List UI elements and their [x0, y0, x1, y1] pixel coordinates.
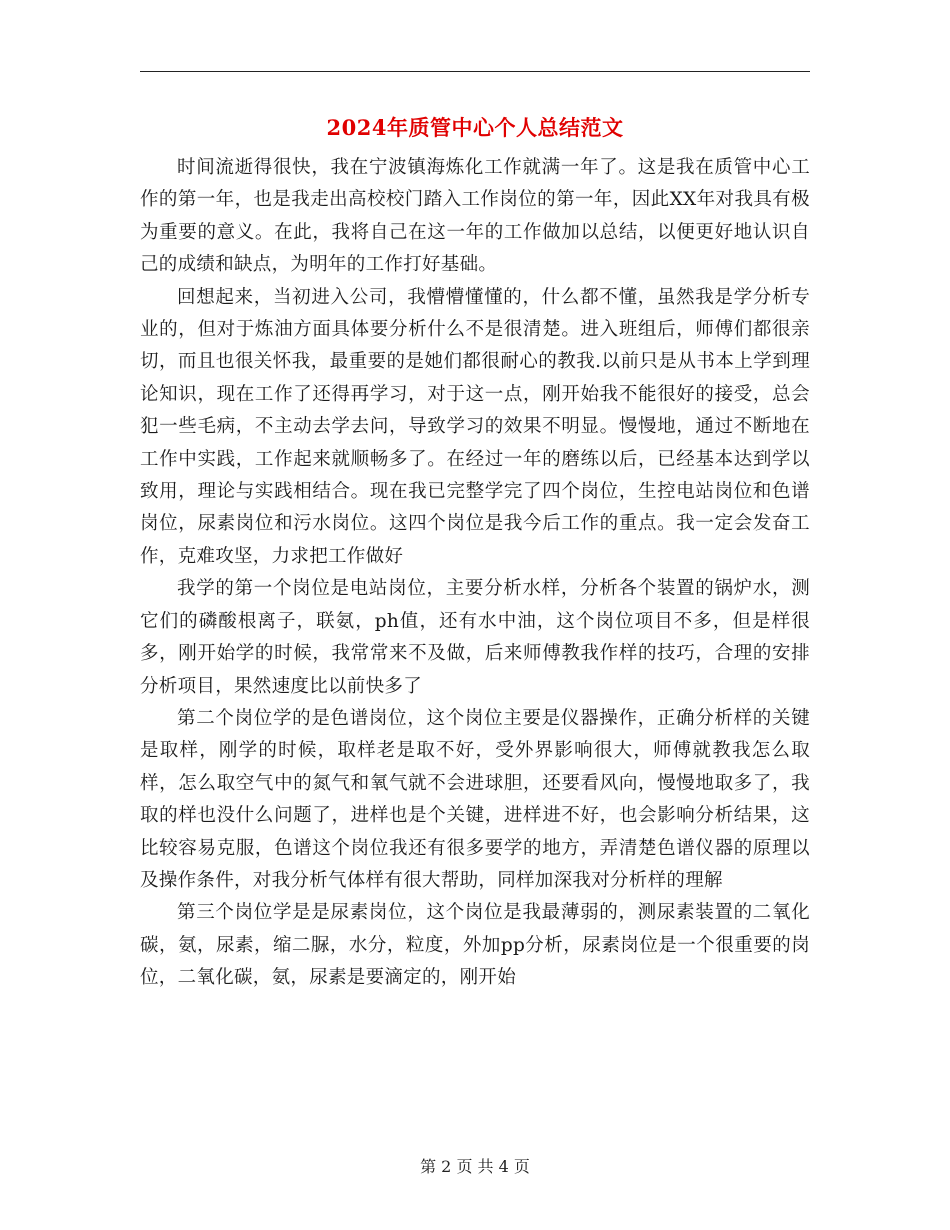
document-title: 2024年质管中心个人总结范文: [326, 115, 624, 140]
paragraph-recollection: 回想起来，当初进入公司，我懵懵懂懂的，什么都不懂，虽然我是学分析专业的，但对于炼油方面具体要分析什么不是很清楚。进入班组后，师傅们都很亲切，而且也很关怀我，最重要的是她们都很耐心的教我.以前只是从书本上学到理论知识，现在工作了还得再学习，对于这一点，刚开始我不能很好的接受，总会犯一些毛病，不主动去学去问，导致学习的效果不明显。慢慢地，通过不断地在工作中实践，工作起来就顺畅多了。在经过一年的磨练以后，已经基本达到学以致用，理论与实践相结合。现在我已完整学完了四个岗位，生控电站岗位和色谱岗位，尿素岗位和污水岗位。这四个岗位是我今后工作的重点。我一定会发奋工作，克难攻坚，力求把工作做好: [140, 286, 810, 567]
paragraph-intro: 时间流逝得很快，我在宁波镇海炼化工作就满一年了。这是我在质管中心工作的第一年，也是我走出高校校门踏入工作岗位的第一年，因此XX年对我具有极为重要的意义。在此，我将自己在这一年的工作做加以总结，以便更好地认识自己的成绩和缺点，为明年的工作打好基础。: [140, 157, 810, 276]
page-number-footer: 第 2 页 共 4 页: [420, 1157, 530, 1176]
header-rule: [140, 71, 810, 72]
paragraph-second-post: 第二个岗位学的是色谱岗位，这个岗位主要是仪器操作，正确分析样的关键是取样，刚学的时候，取样老是取不好，受外界影响很大，师傅就教我怎么取样，怎么取空气中的氮气和氧气就不会进球胆，还要看风向，慢慢地取多了，我取的样也没什么问题了，进样也是个关键，进样进不好，也会影响分析结果，这比较容易克服，色谱这个岗位我还有很多要学的地方，弄清楚色谱仪器的原理以及操作条件，对我分析气体样有很大帮助，同样加深我对分析样的理解: [140, 707, 810, 891]
document-body: [140, 152, 810, 995]
paragraph-third-post: 第三个岗位学是是尿素岗位，这个岗位是我最薄弱的，测尿素装置的二氧化碳，氨，尿素，缩二脲，水分，粒度，外加pp分析，尿素岗位是一个很重要的岗位，二氧化碳，氨，尿素是要滴定的，刚开始: [140, 902, 810, 989]
paragraph-first-post: 我学的第一个岗位是电站岗位，主要分析水样，分析各个装置的锅炉水，测它们的磷酸根离子，联氨，ph值，还有水中油，这个岗位项目不多，但是样很多，刚开始学的时候，我常常来不及做，后来师傅教我作样的技巧，合理的安排分析项目，果然速度比以前快多了: [140, 578, 810, 697]
